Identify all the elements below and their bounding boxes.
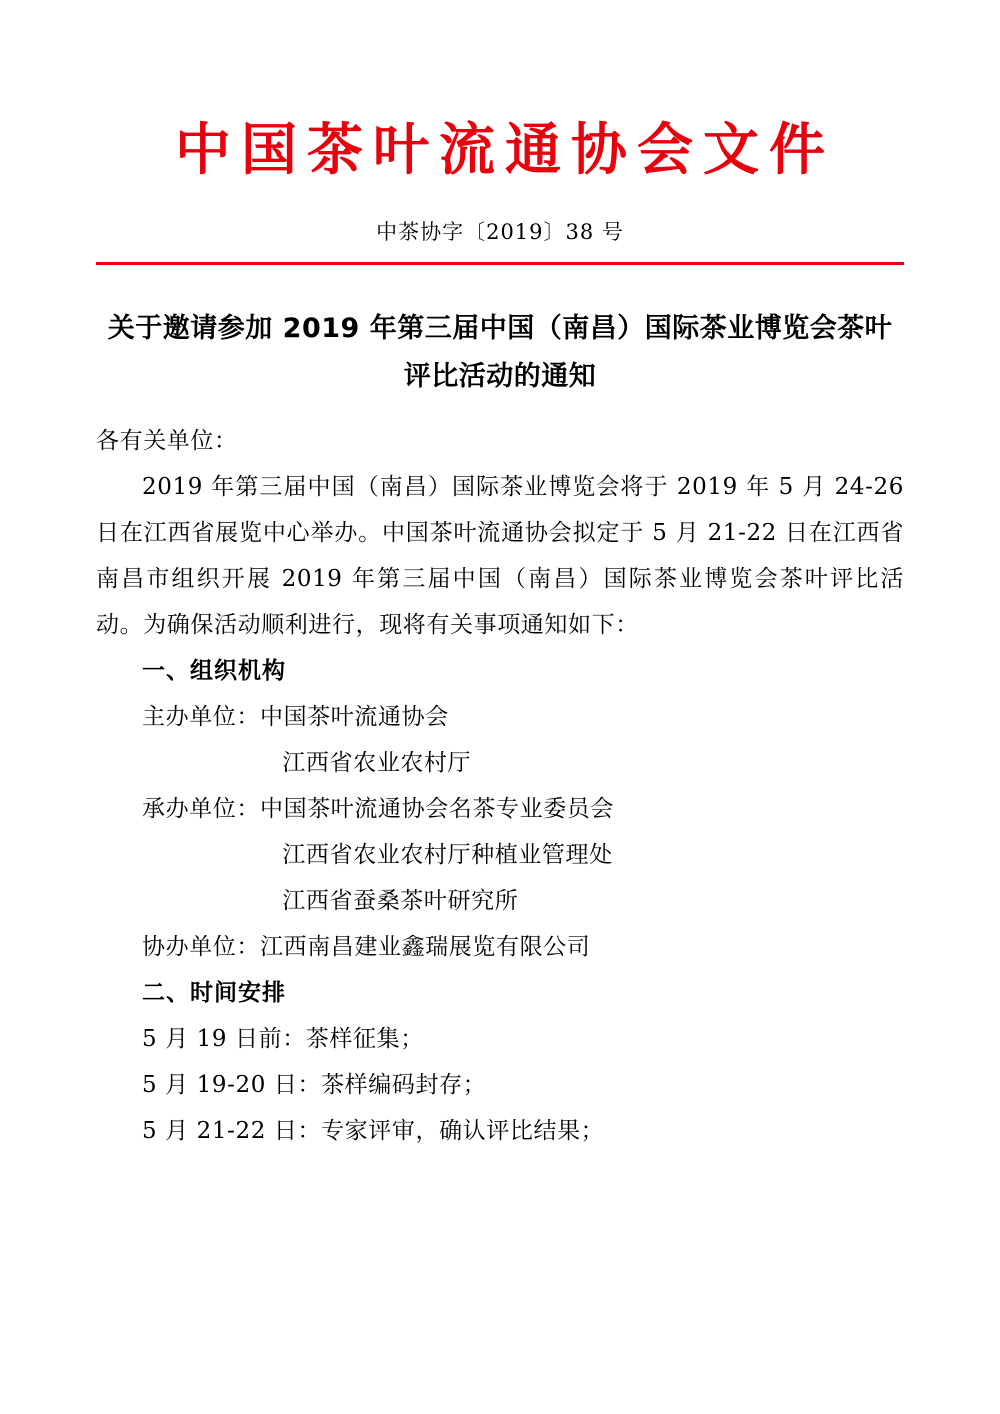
organizer-value-2: 江西省农业农村厅 (282, 749, 472, 776)
salutation: 各有关单位： (96, 427, 238, 454)
undertaker-value: 中国茶叶流通协会名茶专业委员会 (260, 795, 614, 822)
undertaker-value-2: 江西省农业农村厅种植业管理处 (282, 841, 613, 868)
coorganizer-line (96, 924, 904, 970)
intro-paragraph: 2019 年第三届中国（南昌）国际茶业博览会将于 2019 年 5 月 24-26 日在江西省展览中心举办。中国茶叶流通协会拟定于 5 月 21-22 日在江西省南昌市组织开展 2019 年第三届中国（南昌）国际茶业博览会茶叶评比活动。为确保活动顺利进行，现将有关事项通知如下： (96, 473, 904, 638)
document-number: 中茶协字〔2019〕38 号 (376, 220, 624, 245)
undertaker-value-3: 江西省蚕桑茶叶研究所 (282, 887, 519, 914)
section-heading-schedule: 二、时间安排 (142, 979, 286, 1006)
coorganizer-label: 协办单位： (142, 933, 260, 960)
red-divider-rule (96, 262, 904, 265)
section-heading-organization: 一、组织机构 (142, 657, 286, 684)
undertaker-label: 承办单位： (142, 795, 260, 822)
organizer-line (96, 694, 904, 740)
coorganizer-value: 江西南昌建业鑫瑞展览有限公司 (260, 933, 591, 960)
undertaker-line (96, 786, 904, 832)
schedule-line-1: 5 月 19 日前：茶样征集； (142, 1025, 424, 1052)
page-title: 关于邀请参加 2019 年第三届中国（南昌）国际茶业博览会茶叶评比活动的通知 (107, 313, 893, 392)
schedule-line-2: 5 月 19-20 日：茶样编码封存； (142, 1071, 487, 1098)
organizer-value: 中国茶叶流通协会 (260, 703, 449, 730)
masthead (96, 0, 904, 265)
document-body (96, 418, 904, 1154)
schedule-line-3: 5 月 21-22 日：专家评审，确认评比结果； (142, 1117, 605, 1144)
masthead-title: 中国茶叶流通协会文件 (175, 117, 835, 183)
organizer-label: 主办单位： (142, 703, 260, 730)
